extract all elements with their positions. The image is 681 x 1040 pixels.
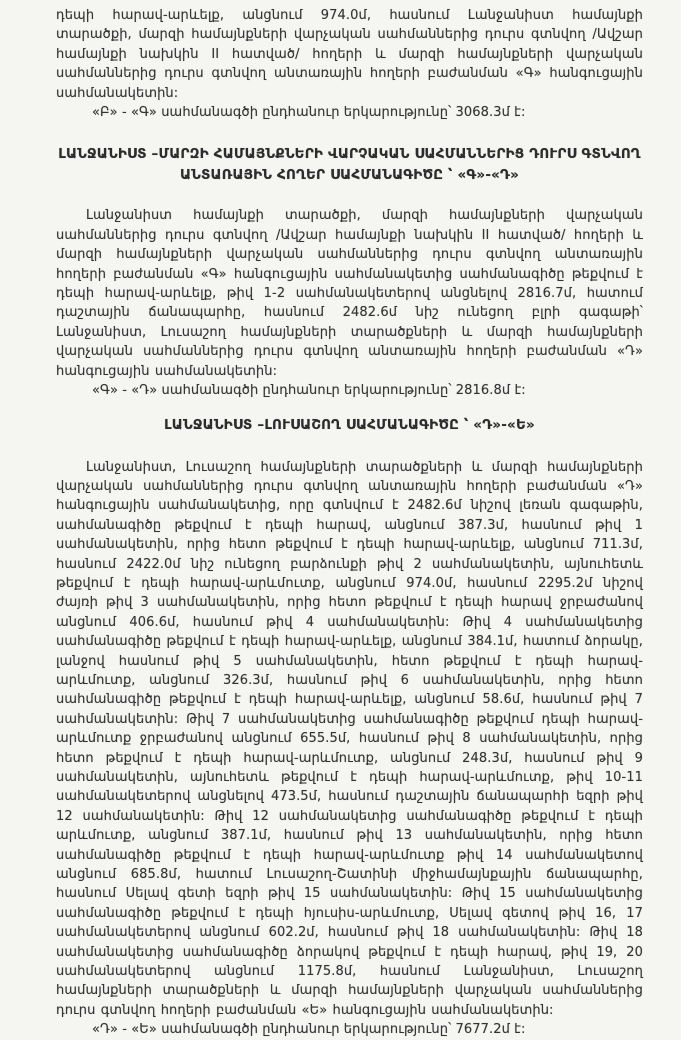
segment-length-line-g-d: «Գ» - «Դ» սահմանագծի ընդհանուր երկարությունը՝ 2816.8մ է: <box>92 383 526 399</box>
segment-length-line-b-g: «Բ» - «Գ» սահմանագծի ընդհանուր երկարությունը՝ 3068.3մ է: <box>92 105 526 121</box>
section-body-g-d: Լանջանիստ համայնքի տարածքի, մարզի համայնքների վարչական սահմաններից դուրս գտնվող /Ավշար համայնքի նախկին II հատված/ հողերի և մարզի համայնքների վարչական սահմաններից դուրս գտնվող անտառային հողերի բաժանման «Գ» հանգուցային սահմանակետից սահմանագիծը թեքվում է դեպի հարավ-արևելք, թիվ 1-2 սահմանակետերով անցնելով 2816.7մ, հատում դաշտային ճանապարհը, հասնում 2482.6մ նիշ ունեցող բլրի գագաթի՝ Լանջանիստ, Լուսաշող համայնքների տարածքների և մարզի համայնքների վարչական սահմաններից դուրս գտնվող անտառային հողերի բաժանման «Դ» հանգուցային սահմանակետին: <box>56 208 643 379</box>
section-heading-g-d-line1: ԼԱՆՋԱՆԻՍՏ –ՄԱՐԶԻ ՀԱՄԱՅՆՔՆԵՐԻ ՎԱՐՉԱԿԱՆ ՍԱՀՄԱՆՆԵՐԻՑ ԴՈՒՐՍ ԳՏՆՎՈՂ <box>58 146 641 163</box>
intro-continuation-paragraph: դեպի հարավ-արևելք, անցնում 974.0մ, հասնում Լանջանիստ համայնքի տարածքի, մարզի համայնքների վարչական սահմաններից դուրս գտնվող /Ավշար համայնքի նախկին II հատված/ հողերի և մարզի համայնքների վարչական սահմաններից դուրս գտնվող անտառային հողերի բաժանման «Գ» հանգուցային սահմանակետին: <box>56 8 643 101</box>
section-heading-g-d-line2: ԱՆՏԱՌԱՅԻՆ ՀՈՂԵՐ ՍԱՀՄԱՆԱԳԻԾԸ ՝ «Գ»-«Դ» <box>179 167 520 184</box>
section-heading-g-d <box>56 144 643 186</box>
section-heading-d-e-line1: ԼԱՆՋԱՆԻՍՏ –ԼՈՒՍԱՇՈՂ ՍԱՀՄԱՆԱԳԻԾԸ ՝ «Դ»-«Ե» <box>164 416 535 433</box>
section-heading-d-e <box>56 415 643 436</box>
section-body-d-e: Լանջանիստ, Լուսաշող համայնքների տարածքների և մարզի համայնքների վարչական սահմաններից դուրս գտնվող անտառային հողերի բաժանման «Դ» հանգուցային սահմանակետից, որը գտնվում է 2482.6մ նիշով լեռան գագաթին, սահմանագիծը թեքվում է դեպի հարավ, անցնում 387.3մ, հասնում թիվ 1 սահմանակետին, որից հետո թեքվում է դեպի հարավ-արևելք, անցնում 711.3մ, հասնում 2422.0մ նիշ ունեցող բարձունքի թիվ 2 սահմանակետին, այնուհետև թեքվում է դեպի հարավ-արևմուտք, անցնում 974.0մ, հասնում 2295.2մ նիշով ժայռի թիվ 3 սահմանակետին, որից հետո թեքվում է դեպի հարավ ջրբաժանով անցնում 406.6մ, հասնում թիվ 4 սահմանակետին: Թիվ 4 սահմանակետից սահմանագիծը թեքվում է դեպի հարավ-արևելք, անցնում 384.1մ, հատում ձորակը, լանջով հասնում թիվ 5 սահմանակետին, հետո թեքվում է դեպի հարավ-արևմուտք, անցնում 326.3մ, հասնում թիվ 6 սահմանակետին, որից հետո սահմանագիծը թեքվում է դեպի հարավ-արևելք, անցնում 58.6մ, հասնում թիվ 7 սահմանակետին: Թիվ 7 սահմանակետից սահմանագիծը թեքվում դեպի հարավ-արևմուտք ջրբաժանով անցնում 655.5մ, հասնում թիվ 8 սահմանակետին, որից հետո թեքվում է դեպի հարավ-արևմուտք, անցնում 248.3մ, հասնում թիվ 9 սահմանակետին, այնուհետև թեքվում է դեպի հարավ-արևմուտք, թիվ 10-11 սահմանակետերով անցնելով 473.5մ, հասնում դաշտային ճանապարհի եզրի թիվ 12 սահմանակետին: Թիվ 12 սահմանակետից սահմանագիծը թեքվում է դեպի արևմուտք, անցնում 387.1մ, հասնում թիվ 13 սահմանակետին, որից հետո սահմանագիծը թեքվում է դեպի հարավ-արևմուտք թիվ 14 սահմանակետով անցնում 685.8մ, հատում Լուսաշող-Շատինի միջհամայնքային ճանապարհը, հասնում Սելավ գետի եզրի թիվ 15 սահմանակետին: Թիվ 15 սահմանակետից սահմանագիծը թեքվում է դեպի հյուսիս-արևմուտք, Սելավ գետով թիվ 16, 17 սահմանակետերով անցնում 602.2մ, հասնում թիվ 18 սահմանակետին: Թիվ 18 սահմանակետից սահմանագիծը ձորակով թեքվում է դեպի հարավ, թիվ 19, 20 սահմանակետերով անցնում 1175.8մ, հասնում Լանջանիստ, Լուսաշող համայնքների տարածքների և մարզի համայնքների վարչական սահմաններից դուրս գտնվող հողերի բաժանման «Ե» հանգուցային սահմանակետին: <box>56 459 643 1018</box>
segment-length-line-d-e: «Դ» - «Ե» սահմանագծի ընդհանուր երկարությունը՝ 7677.2մ է: <box>92 1022 526 1038</box>
